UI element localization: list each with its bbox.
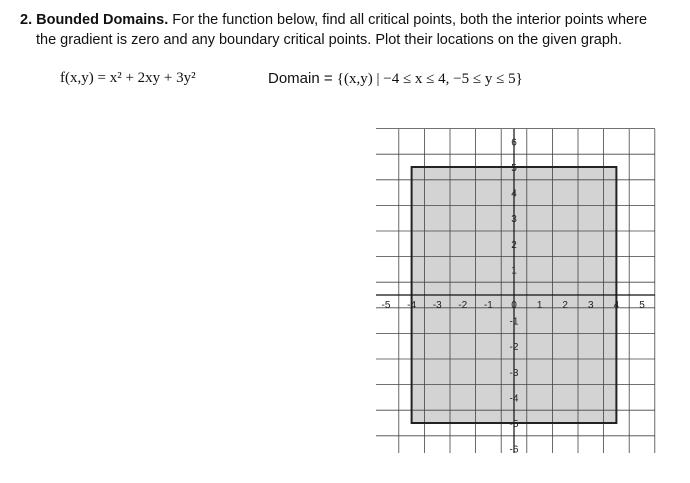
x-tick-label: -3: [432, 300, 442, 311]
domain-label: Domain =: [268, 70, 333, 87]
y-tick-label: -3: [509, 367, 519, 379]
domain-set: {(x,y) | −4 ≤ x ≤ 4, −5 ≤ y ≤ 5}: [336, 71, 523, 87]
y-tick-label: -5: [509, 419, 519, 430]
domain-definition: [268, 70, 523, 88]
y-tick-label: 4: [511, 188, 517, 200]
y-tick-label: 3: [511, 214, 517, 226]
x-tick-label: -2: [458, 300, 468, 311]
x-tick-label: -1: [483, 300, 493, 311]
y-tick-label: -1: [509, 316, 519, 328]
x-tick-label: -5: [381, 300, 391, 311]
problem-statement: [20, 10, 680, 50]
problem-number: 2.: [20, 12, 33, 28]
x-tick-label: 3: [588, 300, 594, 311]
problem-text-line1: For the function below, find all critical points, both the interior points where: [172, 12, 648, 28]
y-tick-label: -2: [509, 342, 519, 354]
x-tick-label: -4: [407, 300, 417, 311]
x-tick-label: 5: [639, 300, 645, 311]
problem-text-line2: the gradient is zero and any boundary critical points. Plot their locations on the given graph.: [36, 32, 622, 48]
y-tick-label: 2: [511, 239, 517, 251]
problem-title: Bounded Domains.: [36, 12, 169, 28]
y-tick-label: 5: [511, 163, 517, 174]
x-tick-label: 4: [613, 300, 620, 311]
y-tick-label: 6: [511, 137, 517, 149]
function-definition: f(x,y) = x² + 2xy + 3y²: [60, 70, 196, 86]
y-tick-label: 1: [511, 265, 517, 277]
x-tick-label: 1: [536, 300, 543, 311]
x-tick-label: 2: [562, 300, 568, 311]
x-tick-label: 0: [511, 300, 517, 311]
y-tick-label: -6: [509, 444, 519, 453]
y-tick-label: -4: [509, 393, 519, 405]
coordinate-graph[interactable]: [376, 121, 666, 453]
